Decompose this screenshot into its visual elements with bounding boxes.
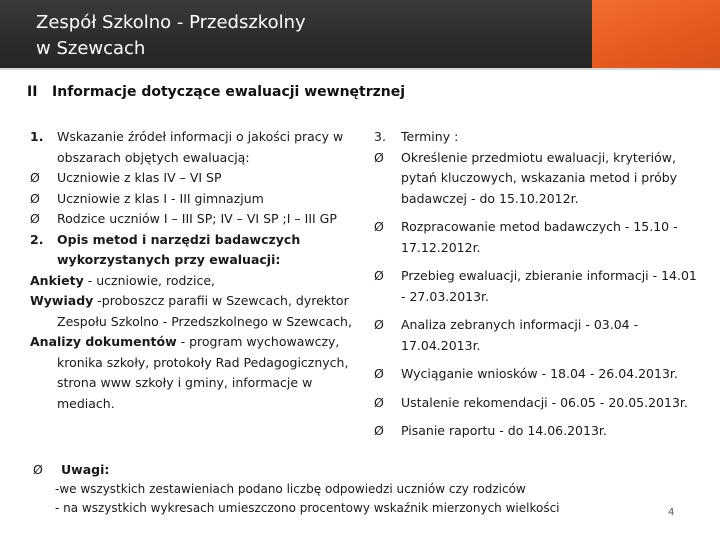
bullet-text: Wyciąganie wniosków - 18.04 - 26.04.2013r. (401, 366, 678, 381)
list-item (374, 364, 704, 385)
section-title: II Informacje dotyczące ewaluacji wewnętrznej (27, 84, 406, 100)
left-column (30, 127, 365, 414)
list-item (374, 393, 704, 414)
arrow-bullet-icon: Ø (374, 423, 384, 438)
list-item (30, 168, 365, 189)
bullet-text: Uczniowie z klas I - III gimnazjum (57, 190, 264, 206)
arrow-bullet-icon: Ø (374, 394, 384, 410)
bullet-text: Rodzice uczniów I – III SP; IV – VI SP ;I – III GP (57, 211, 337, 226)
title-line-2: w Szewcach (36, 38, 146, 59)
item-number: 1. (30, 129, 44, 144)
list-item (30, 127, 365, 168)
method-ankiety (30, 271, 365, 292)
arrow-bullet-icon: Ø (374, 219, 384, 234)
slide-title (36, 10, 306, 62)
bullet-text: Określenie przedmiotu ewaluacji, kryteriów, pytań kluczowych, wskazania metod i próby badawczej - do 15.10.2012r. (401, 149, 678, 206)
list-item (374, 315, 704, 356)
item-text: Opis metod i narzędzi badawczych wykorzystanych przy ewaluacji: (57, 231, 301, 267)
arrow-bullet-icon: Ø (30, 190, 40, 206)
method-text: - uczniowie, rodzice, (83, 272, 215, 288)
item-text: Wskazanie źródeł informacji o jakości pracy w obszarach objętych ewaluacją: (57, 129, 344, 165)
right-column (374, 127, 704, 442)
slide-header (0, 0, 720, 70)
bullet-text: Uczniowie z klas IV – VI SP (57, 170, 222, 185)
list-item (30, 209, 365, 230)
method-analizy (30, 332, 365, 414)
bullet-text: Pisanie raportu - do 14.06.2013r. (401, 423, 607, 438)
method-text: -proboszcz parafii w Szewcach, dyrektor Zespołu Szkolno - Przedszkolnego w Szewcach, (57, 293, 352, 329)
method-label: Wywiady (30, 293, 94, 308)
bullet-text: Analiza zebranych informacji - 03.04 - 17.04.2013r. (401, 317, 639, 353)
page-number: 4 (668, 507, 675, 518)
arrow-bullet-icon: Ø (33, 462, 43, 477)
notes-section (33, 460, 560, 518)
note-line: - na wszystkich wykresach umieszczono procentowy wskaźnik mierzonych wielkości (55, 501, 560, 515)
method-label: Analizy dokumentów (30, 334, 177, 349)
item-number: 2. (30, 231, 44, 247)
list-item (374, 148, 704, 210)
list-item (374, 127, 704, 148)
notes-label: Uwagi: (61, 462, 110, 477)
method-wywiady (30, 291, 365, 332)
arrow-bullet-icon: Ø (30, 170, 40, 185)
arrow-bullet-icon: Ø (374, 149, 384, 165)
item-text: Terminy : (401, 129, 459, 144)
arrow-bullet-icon: Ø (30, 211, 40, 226)
notes-header (33, 460, 560, 480)
list-item (30, 189, 365, 210)
list-item (30, 230, 365, 271)
method-text: - program wychowawczy, kronika szkoły, protokoły Rad Pedagogicznych, strona www szkoły i gminy, informacje w mediach. (57, 334, 349, 411)
list-item (374, 266, 704, 307)
bullet-text: Ustalenie rekomendacji - 06.05 - 20.05.2013r. (401, 394, 688, 410)
bullet-text: Przebieg ewaluacji, zbieranie informacji - 14.01 - 27.03.2013r. (401, 268, 697, 304)
list-item (374, 421, 704, 442)
header-accent-block (592, 0, 720, 70)
arrow-bullet-icon: Ø (374, 268, 384, 283)
title-line-1: Zespół Szkolno - Przedszkolny (36, 12, 306, 33)
note-line: -we wszystkich zestawieniach podano liczbę odpowiedzi uczniów czy rodziców (55, 482, 526, 496)
arrow-bullet-icon: Ø (374, 317, 384, 332)
arrow-bullet-icon: Ø (374, 366, 384, 381)
list-item (374, 217, 704, 258)
item-number: 3. (374, 129, 386, 144)
bullet-text: Rozpracowanie metod badawczych - 15.10 - 17.12.2012r. (401, 219, 678, 255)
method-label: Ankiety (30, 272, 84, 288)
